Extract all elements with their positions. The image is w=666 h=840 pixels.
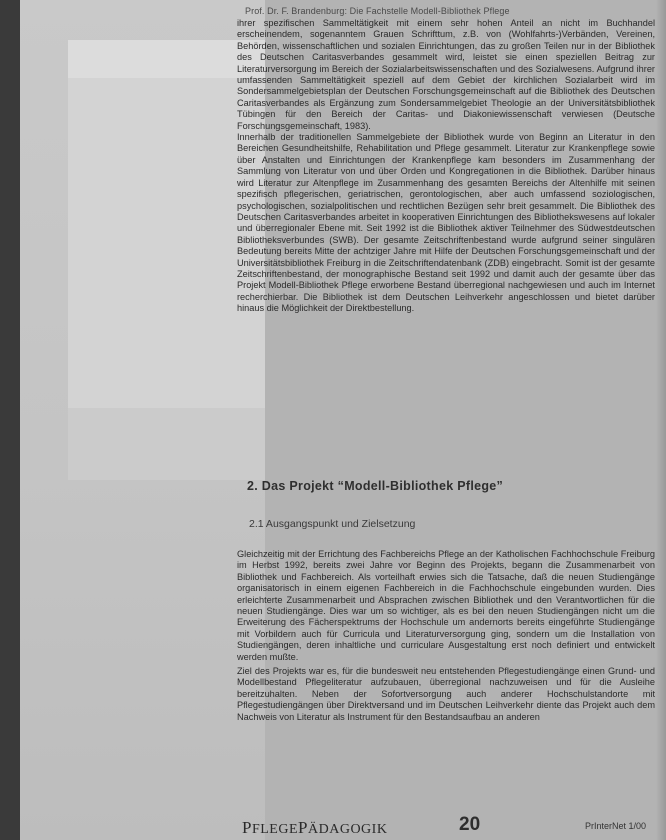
page-edge-shadow	[656, 0, 666, 840]
margin-shade	[68, 408, 265, 480]
paragraph: Gleichzeitig mit der Errichtung des Fachbereichs Pflege an der Katholischen Fachhochschule Freiburg im Herbst 1992, bereits zwei Jahre vor Beginn des Projekts, begann die Zusammenarbeit von Bibliothek und Fachbereich. Als vorteilhaft erwies sich die Tatsache, daß die neuen Studiengänge organisatorisch in einem eigenen Fachbereich in die Fachhochschule eingebunden wurden. Dies erleichterte Zusammenarbeit und Absprachen zwischen Bibliothek und den Verantwortlichen für die neuen Studiengänge. Dies war um so wichtiger, als es bei den neuen Studiengängen nicht um die Erweiterung des Fächerspektrums der Hochschule um andernorts bereits eingeführte Studiengänge mit Vorbildern auch für Curricula und Literaturversorgung ging, sondern um die Installation von Studiengängen, deren inhaltliche und curriculare Ausgestaltung erst noch definiert und entwickelt werden mußte.	[237, 549, 655, 662]
page-number: 20	[459, 814, 481, 835]
body-text-top	[237, 18, 655, 315]
margin-shade	[68, 40, 265, 78]
margin-shade	[68, 78, 265, 408]
running-head: Prof. Dr. F. Brandenburg: Die Fachstelle Modell-Bibliothek Pflege	[245, 6, 510, 16]
issue-label: PrInterNet 1/00	[585, 821, 647, 831]
subsection-heading: 2.1 Ausgangspunkt und Zielsetzung	[249, 518, 416, 530]
facing-page-edge	[0, 0, 20, 840]
paragraph: Ziel des Projekts war es, für die bundesweit neu entstehenden Pflegestudiengänge einen Grund- und Modellbestand Pflegeliteratur aufzubauen, überregional nachzuweisen und für die Ausleihe bereitzuhalten. Neben der Sofortversorgung auch anderer Hochschulstandorte mit Pflegestudiengängen über Direktversand und im Deutschen Leihverkehr diente das Projekt auch dem Nachweis von Literatur als Instrument für den Bestandsaufbau an anderen	[237, 666, 655, 722]
section-heading: 2. Das Projekt “Modell-Bibliothek Pflege”	[247, 479, 504, 493]
paragraph: Innerhalb der traditionellen Sammelgebiete der Bibliothek wurde von Beginn an Literatur in den Bereichen Gesundheitshilfe, Rehabilitation und Pflege gesammelt. Literatur zur Krankenpflege sowie über Anstalten und Einrichtungen der Krankenpflege kam besonders im Zusammenhang der Sammlung von Literatur von und über Orden und Kongregationen in die Bibliothek. Darüber hinaus wird Literatur zur Altenpflege im Zusammenhang des gesamten Bereichs der Altenhilfe mit seinen spezifisch pflegerischen, geriatrischen, gerontologischen, aber auch umfassend soziologischen, psychologischen, sozialpolitischen und rechtlichen Bezügen sehr breit gesammelt. Die Bibliothek des Deutschen Caritasverbandes arbeitet in kooperativen Einrichtungen des Bibliothekswesens auf lokaler und überregionaler Ebene mit. Seit 1992 ist die Bibliothek aktiver Teilnehmer des Südwestdeutschen Bibliotheksverbundes (SWB). Der gesamte Zeitschriftenbestand wurde aufgrund seiner singulären Bedeutung bereits Mitte der achtziger Jahre mit Hilfe der Deutschen Forschungsgemeinschaft und der Universitätsbibliothek Freiburg in die Zeitschriftendatenbank (ZDB) eingebracht. Somit ist der gesamte Zeitschriftenbestand, der monographische Bestand seit 1992 und damit auch der gesamte über das Projekt Modell-Bibliothek Pflege erworbene Bestand überregional nachgewiesen und auch im Internet recherchierbar. Die Bibliothek ist dem Deutschen Leihverkehr angeschlossen und bietet darüber hinaus die Möglichkeit der Direktbestellung.	[237, 132, 655, 314]
journal-logo: PFLEGEPÄDAGOGIK	[242, 818, 388, 837]
paragraph: ihrer spezifischen Sammeltätigkeit mit einem sehr hohen Anteil an nicht im Buchhandel erscheinendem, sogenanntem Grauen Schrifttum, z.B. von (Wohlfahrts-)Verbänden, Vereinen, Behörden, wissenschaftlichen und sozialen Einrichtungen, das zu großen Teilen nur in der Bibliothek des Deutschen Caritasverbandes gesammelt wird, leistet sie einen speziellen Beitrag zur Literaturversorgung im Bereich der Sozialarbeitswissenschaften und des Sozialwesens. Aufgrund ihrer umfassenden Sammeltätigkeit speziell auf dem Gebiet der kirchlichen Sozialarbeit wird im Sondersammelgebietsplan der Deutschen Forschungsgemeinschaft auf die Bibliothek des Deutschen Caritasverbandes als Ergänzung zum Sondersammelgebiet Theologie an der Universitätsbibliothek Tübingen für den Bereich der Caritas- und Diakoniewissenschaft verwiesen (Deutsche Forschungsgemeinschaft, 1983).	[237, 18, 655, 131]
body-text-bottom	[237, 549, 655, 723]
